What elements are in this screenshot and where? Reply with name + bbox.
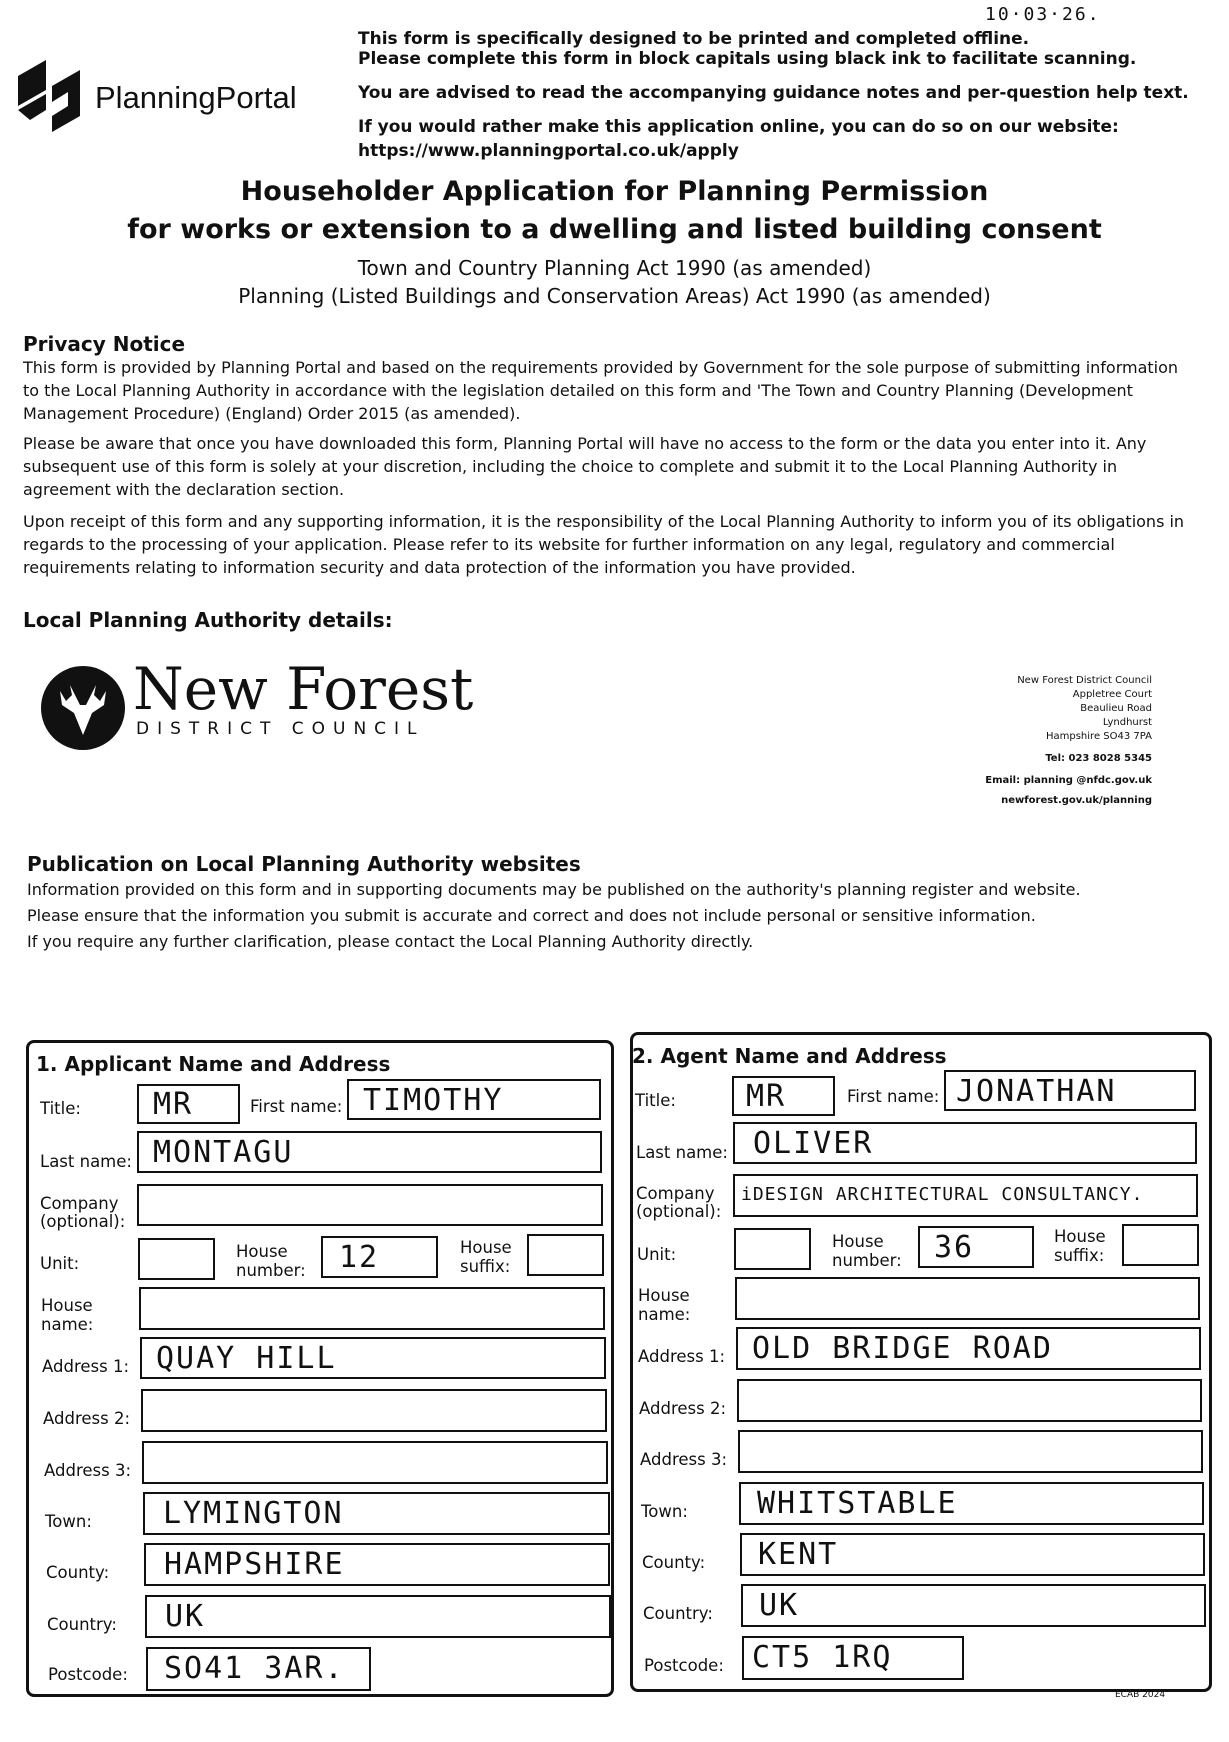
applicant-first-name-value: TIMOTHY (363, 1083, 504, 1118)
intro-line-4: If you would rather make this application online, you can do so on our website: (358, 117, 1119, 137)
agent-country-field[interactable] (741, 1584, 1206, 1627)
applicant-postcode-field[interactable] (146, 1647, 371, 1691)
applicant-address1-field[interactable] (140, 1337, 606, 1379)
agent-first-name-label: First name: (847, 1087, 940, 1106)
applicant-company-label-1: Company (40, 1194, 119, 1213)
agent-town-value: WHITSTABLE (757, 1486, 958, 1521)
agent-title-label: Title: (635, 1091, 676, 1110)
applicant-postcode-value: SO41 3AR. (164, 1651, 345, 1686)
applicant-first-name-label: First name: (250, 1097, 343, 1116)
applicant-county-label: County: (46, 1563, 110, 1582)
agent-county-label: County: (642, 1553, 706, 1572)
applicant-title-field[interactable] (137, 1084, 240, 1124)
applicant-last-name-field[interactable] (137, 1131, 602, 1173)
agent-last-name-field[interactable] (733, 1122, 1197, 1164)
agent-title-field[interactable] (732, 1076, 835, 1116)
form-code: ECAB 2024 (1115, 1690, 1166, 1700)
agent-county-field[interactable] (740, 1533, 1205, 1576)
lpa-address-line-4: Lyndhurst (1102, 717, 1152, 728)
agent-house-number-label-1: House (832, 1232, 884, 1251)
agent-house-suffix-field[interactable] (1122, 1224, 1199, 1266)
intro-line-1: This form is specifically designed to be printed and completed offline. (358, 29, 1030, 49)
intro-line-2: Please complete this form in block capitals using black ink to facilitate scanning. (358, 49, 1137, 69)
applicant-country-value: UK (165, 1599, 206, 1634)
applicant-house-suffix-label-2: suffix: (460, 1257, 511, 1276)
privacy-paragraph-2: Please be aware that once you have downloaded this form, Planning Portal will have no access to the form or the data you enter into it. Any subsequent use of this form is solely at your discretion, including the choice to complete and submit it to the Local Planning Authority in agreement with the declaration section. (23, 434, 1147, 499)
publication-line-2: Please ensure that the information you submit is accurate and correct and does not include personal or sensitive information. (27, 906, 1036, 925)
applicant-country-label: Country: (47, 1615, 117, 1634)
agent-address2-label: Address 2: (639, 1399, 727, 1418)
form-title-line-2: for works or extension to a dwelling and listed building consent (127, 214, 1102, 245)
agent-house-name-label-2: name: (638, 1305, 691, 1324)
agent-house-name-label-1: House (638, 1286, 690, 1305)
applicant-town-value: LYMINGTON (163, 1496, 344, 1531)
applicant-first-name-field[interactable] (347, 1079, 601, 1120)
apply-url-link[interactable]: https://www.planningportal.co.uk/apply (358, 141, 739, 161)
applicant-company-label-2: (optional): (40, 1212, 126, 1231)
agent-town-label: Town: (641, 1502, 688, 1521)
agent-town-field[interactable] (739, 1482, 1204, 1525)
agent-last-name-label: Last name: (636, 1143, 728, 1162)
applicant-house-number-field[interactable] (321, 1236, 438, 1278)
applicant-address2-field[interactable] (141, 1389, 607, 1432)
applicant-house-name-label-2: name: (41, 1315, 94, 1334)
applicant-title-label: Title: (40, 1099, 81, 1118)
agent-house-name-field[interactable] (735, 1277, 1200, 1320)
applicant-town-field[interactable] (143, 1492, 610, 1535)
agent-title-value: MR (746, 1079, 787, 1114)
applicant-country-field[interactable] (145, 1595, 611, 1638)
applicant-house-suffix-label-1: House (460, 1238, 512, 1257)
agent-address1-field[interactable] (736, 1327, 1201, 1370)
act-line-2: Planning (Listed Buildings and Conservation Areas) Act 1990 (as amended) (238, 284, 991, 308)
agent-country-value: UK (759, 1588, 800, 1623)
lpa-address-line-5: Hampshire SO43 7PA (1045, 731, 1152, 742)
applicant-unit-label: Unit: (40, 1254, 80, 1273)
agent-address3-field[interactable] (738, 1430, 1203, 1473)
privacy-paragraph-1: This form is provided by Planning Portal and based on the requirements provided by Government for the sole purpose of submitting information to the Local Planning Authority in accordance with the legislation detailed on this form and 'The Town and Country Planning (Development Management Procedure) (England) Order 2015 (as amended). (23, 358, 1179, 423)
applicant-address2-label: Address 2: (43, 1409, 131, 1428)
lpa-telephone: Tel: 023 8028 5345 (1045, 753, 1152, 764)
applicant-address1-label: Address 1: (42, 1357, 130, 1376)
agent-house-number-label-2: number: (832, 1251, 902, 1270)
agent-address1-label: Address 1: (638, 1347, 726, 1366)
agent-postcode-value: CT5 1RQ (752, 1640, 893, 1675)
lpa-heading: Local Planning Authority details: (23, 608, 393, 632)
publication-line-3: If you require any further clarification, please contact the Local Planning Authority directly. (27, 932, 754, 951)
district-council-logo-text: DISTRICT COUNCIL (136, 719, 425, 739)
applicant-house-number-value: 12 (339, 1240, 380, 1275)
agent-address3-label: Address 3: (640, 1450, 728, 1469)
intro-line-3: You are advised to read the accompanying guidance notes and per-question help text. (358, 83, 1189, 103)
agent-address2-field[interactable] (737, 1379, 1202, 1422)
agent-house-suffix-label-1: House (1054, 1227, 1106, 1246)
lpa-address-line-3: Beaulieu Road (1080, 703, 1152, 714)
publication-line-1: Information provided on this form and in supporting documents may be published on the authority's planning register and website. (27, 880, 1081, 899)
applicant-company-field[interactable] (137, 1184, 603, 1226)
applicant-house-name-label-1: House (41, 1296, 93, 1315)
lpa-email: Email: planning @nfdc.gov.uk (985, 775, 1152, 786)
agent-address1-value: OLD BRIDGE ROAD (752, 1331, 1053, 1366)
agent-unit-label: Unit: (637, 1245, 677, 1264)
applicant-address3-field[interactable] (142, 1441, 608, 1484)
agent-company-label-2: (optional): (636, 1202, 722, 1221)
privacy-paragraph-3: Upon receipt of this form and any supporting information, it is the responsibility of the Local Planning Authority to inform you of its obligations in regards to the processing of your application. Please refer to its website for further information on any legal, regulatory and commercial requirements relating to information security and data protection of the information you have provided. (23, 512, 1185, 577)
handwritten-date: 10·03·26. (985, 4, 1101, 25)
applicant-unit-field[interactable] (138, 1238, 215, 1280)
applicant-title-value: MR (153, 1087, 194, 1122)
planning-portal-logo-icon (16, 60, 82, 132)
applicant-postcode-label: Postcode: (48, 1665, 128, 1684)
form-title-line-1: Householder Application for Planning Permission (240, 176, 989, 207)
agent-first-name-field[interactable] (944, 1070, 1196, 1111)
act-line-1: Town and Country Planning Act 1990 (as amended) (357, 256, 872, 280)
applicant-house-number-label-2: number: (236, 1261, 306, 1280)
applicant-house-name-field[interactable] (139, 1287, 605, 1330)
agent-heading: 2. Agent Name and Address (632, 1044, 947, 1068)
agent-company-label-1: Company (636, 1184, 715, 1203)
applicant-last-name-label: Last name: (40, 1152, 132, 1171)
applicant-house-number-label-1: House (236, 1242, 288, 1261)
publication-heading: Publication on Local Planning Authority websites (27, 852, 581, 876)
applicant-address3-label: Address 3: (44, 1461, 132, 1480)
agent-unit-field[interactable] (734, 1228, 811, 1270)
applicant-address1-value: QUAY HILL (156, 1341, 337, 1376)
applicant-heading: 1. Applicant Name and Address (36, 1052, 391, 1076)
planning-portal-brand: PlanningPortal (95, 80, 297, 115)
agent-county-value: KENT (758, 1537, 839, 1572)
applicant-house-suffix-field[interactable] (527, 1234, 604, 1276)
applicant-last-name-value: MONTAGU (153, 1135, 294, 1170)
lpa-address-line-2: Appletree Court (1072, 689, 1152, 700)
agent-postcode-field[interactable] (742, 1636, 964, 1680)
lpa-address-line-1: New Forest District Council (1017, 675, 1152, 686)
applicant-town-label: Town: (45, 1512, 92, 1531)
agent-company-value: iDESIGN ARCHITECTURAL CONSULTANCY. (741, 1184, 1144, 1205)
agent-house-suffix-label-2: suffix: (1054, 1246, 1105, 1265)
applicant-county-field[interactable] (144, 1543, 610, 1586)
lpa-website: newforest.gov.uk/planning (1001, 795, 1152, 806)
applicant-county-value: HAMPSHIRE (164, 1547, 345, 1582)
agent-house-number-field[interactable] (918, 1226, 1034, 1268)
agent-house-number-value: 36 (934, 1230, 975, 1265)
agent-first-name-value: JONATHAN (956, 1074, 1117, 1109)
privacy-heading: Privacy Notice (23, 332, 186, 356)
agent-postcode-label: Postcode: (644, 1656, 724, 1675)
agent-last-name-value: OLIVER (753, 1126, 874, 1161)
agent-company-field[interactable] (733, 1174, 1198, 1217)
new-forest-stag-logo-icon (40, 665, 126, 751)
new-forest-logo-text: New Forest (133, 655, 474, 723)
agent-country-label: Country: (643, 1604, 713, 1623)
